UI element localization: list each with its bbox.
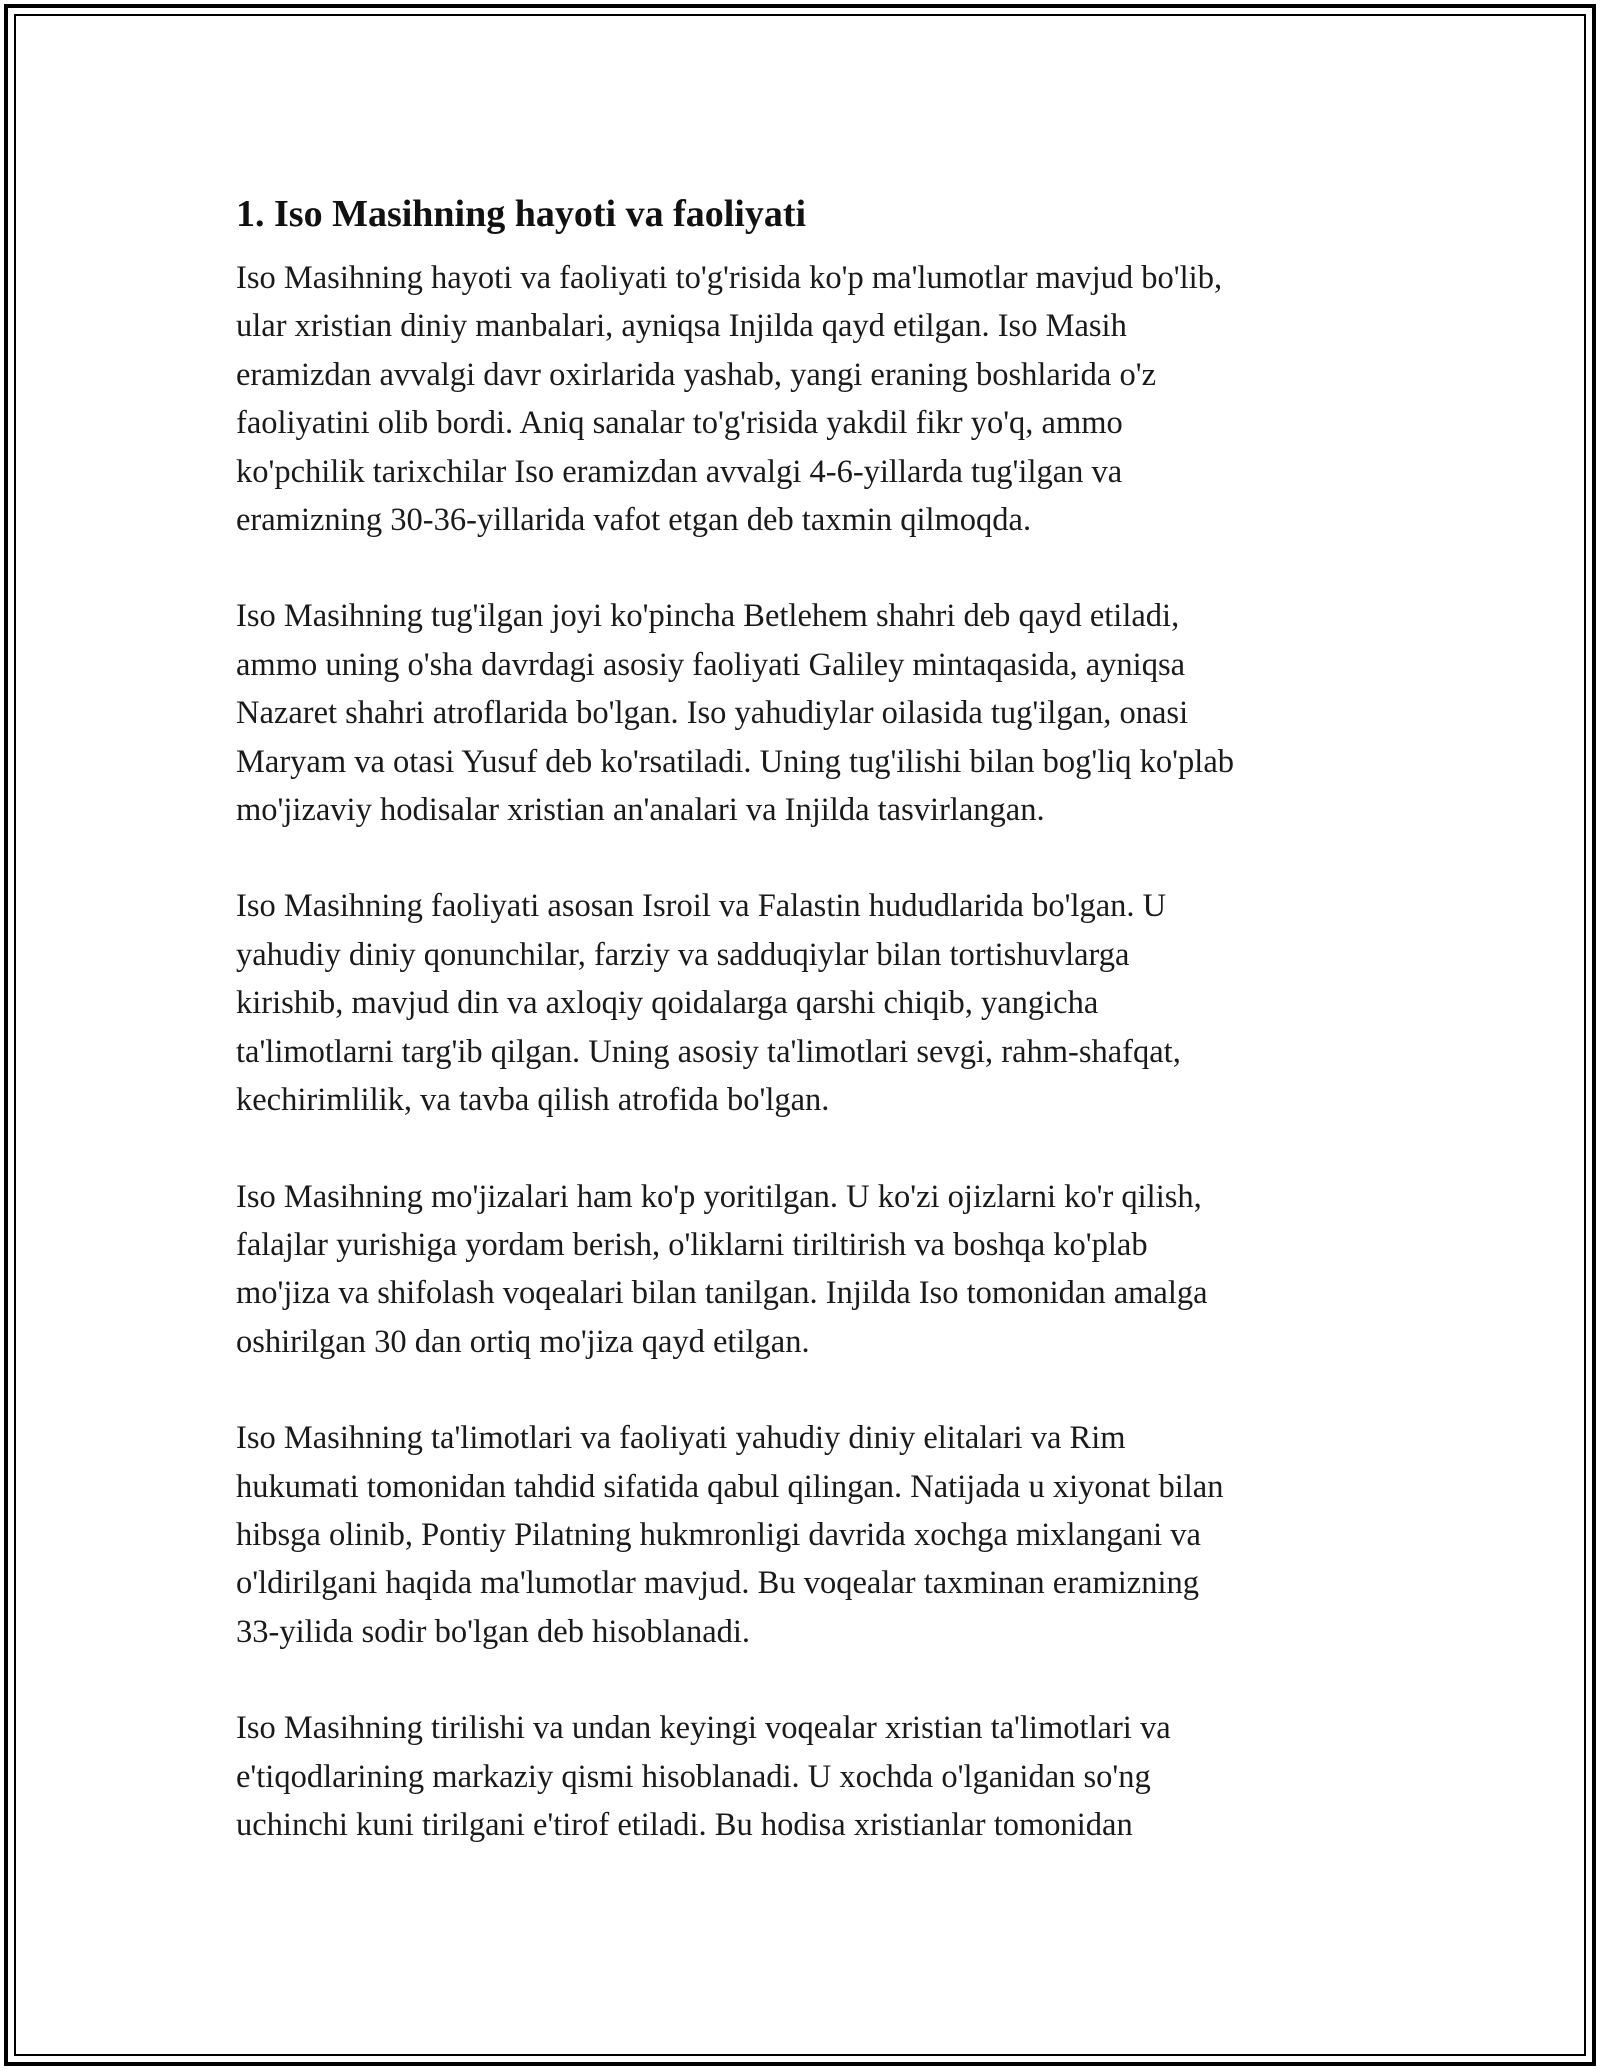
text-line: o'ldirilgani haqida ma'lumotlar mavjud. Bu voqealar taxminan eramizning — [236, 1565, 1199, 1602]
text-line: Iso Masihning ta'limotlari va faoliyati yahudiy diniy elitalari va Rim — [236, 1420, 1126, 1457]
text-line: kechirimlilik, va tavba qilish atrofida bo'lgan. — [236, 1082, 830, 1119]
paragraph-2 — [236, 592, 1376, 834]
text-line: mo'jizaviy hodisalar xristian an'analari va Injilda tasvirlangan. — [236, 792, 1045, 829]
text-line: ko'pchilik tarixchilar Iso eramizdan avvalgi 4-6-yillarda tug'ilgan va — [236, 453, 1123, 490]
text-line: hukumati tomonidan tahdid sifatida qabul qilingan. Natijada u xiyonat bilan — [236, 1468, 1224, 1505]
text-line: oshirilgan 30 dan ortiq mo'jiza qayd etilgan. — [236, 1323, 810, 1360]
text-line: ammo uning o'sha davrdagi asosiy faoliyati Galiley mintaqasida, ayniqsa — [236, 646, 1186, 683]
text-line: Iso Masihning tirilishi va undan keyingi voqealar xristian ta'limotlari va — [236, 1710, 1171, 1747]
paragraph-3 — [236, 882, 1376, 1124]
text-line: falajlar yurishiga yordam berish, o'liklarni tiriltirish va boshqa ko'plab — [236, 1226, 1148, 1263]
text-line: hibsga olinib, Pontiy Pilatning hukmronligi davrida xochga mixlangani va — [236, 1516, 1201, 1553]
text-line: Iso Masihning faoliyati asosan Isroil va Falastin hududlarida bo'lgan. U — [236, 888, 1167, 925]
text-line: uchinchi kuni tirilgani e'tirof etiladi. Bu hodisa xristianlar tomonidan — [236, 1806, 1133, 1843]
paragraph-5 — [236, 1414, 1376, 1656]
section-heading: 1. Iso Masihning hayoti va faoliyati — [236, 193, 807, 235]
document-body — [236, 186, 1376, 1897]
paragraph-4 — [236, 1173, 1376, 1367]
text-line: ular xristian diniy manbalari, ayniqsa Injilda qayd etilgan. Iso Masih — [236, 308, 1127, 345]
text-line: ta'limotlarni targ'ib qilgan. Uning asosiy ta'limotlari sevgi, rahm-shafqat, — [236, 1033, 1181, 1070]
paragraph-6 — [236, 1704, 1376, 1849]
text-line: Nazaret shahri atroflarida bo'lgan. Iso yahudiylar oilasida tug'ilgan, onasi — [236, 695, 1189, 732]
text-line: Iso Masihning tug'ilgan joyi ko'pincha Betlehem shahri deb qayd etiladi, — [236, 598, 1180, 635]
text-line: Maryam va otasi Yusuf deb ko'rsatiladi. Uning tug'ilishi bilan bog'liq ko'plab — [236, 743, 1234, 780]
text-line: faoliyatini olib bordi. Aniq sanalar to'g'risida yakdil fikr yo'q, ammo — [236, 405, 1123, 442]
text-line: Iso Masihning mo'jizalari ham ko'p yoritilgan. U ko'zi ojizlarni ko'r qilish, — [236, 1178, 1202, 1215]
text-line: kirishib, mavjud din va axloqiy qoidalarga qarshi chiqib, yangicha — [236, 985, 1099, 1022]
paragraph-1 — [236, 254, 1376, 544]
text-line: mo'jiza va shifolash voqealari bilan tanilgan. Injilda Iso tomonidan amalga — [236, 1275, 1208, 1312]
text-line: eramizning 30-36-yillarida vafot etgan deb taxmin qilmoqda. — [236, 502, 1032, 539]
text-line: e'tiqodlarining markaziy qismi hisoblanadi. U xochda o'lganidan so'ng — [236, 1758, 1151, 1795]
text-line: Iso Masihning hayoti va faoliyati to'g'risida ko'p ma'lumotlar mavjud bo'lib, — [236, 260, 1223, 296]
text-line: 33-yilida sodir bo'lgan deb hisoblanadi. — [236, 1613, 751, 1650]
text-line: eramizdan avvalgi davr oxirlarida yashab, yangi eraning boshlarida o'z — [236, 356, 1157, 393]
text-line: yahudiy diniy qonunchilar, farziy va sadduqiylar bilan tortishuvlarga — [236, 936, 1130, 973]
